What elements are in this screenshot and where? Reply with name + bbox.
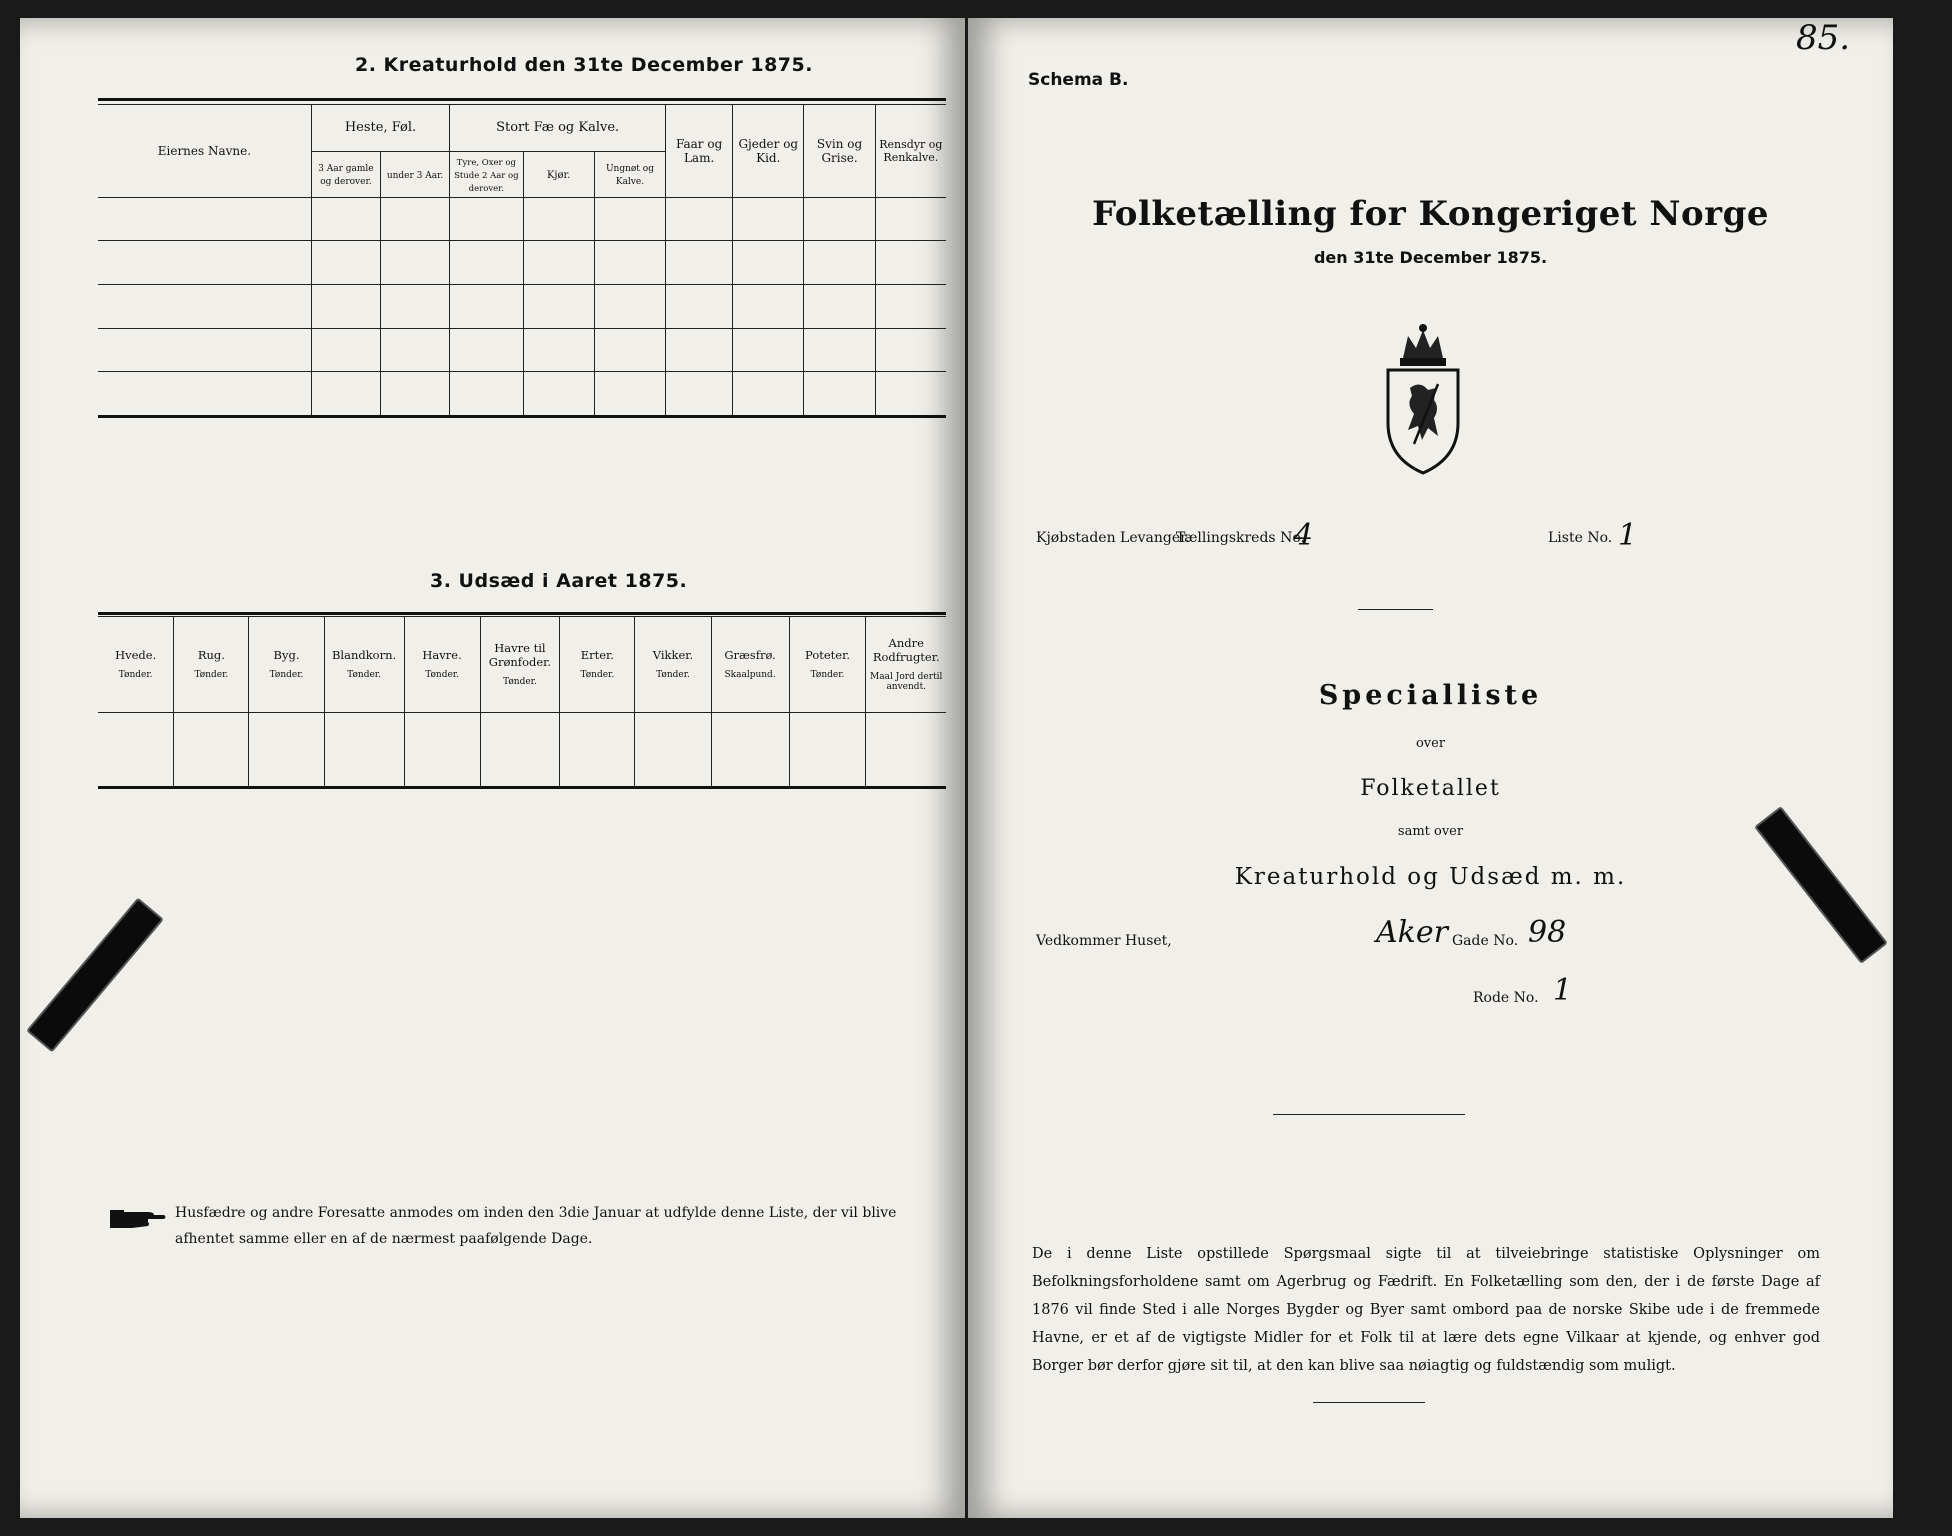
udsaed-cell (249, 712, 324, 787)
udsaed-col-header (480, 617, 560, 713)
udsaed-col-name: Hvede. (115, 648, 157, 663)
intro-paragraph: De i denne Liste opstillede Spørgsmaal sigte til at tilveiebringe statistiske Oplysninger om Befolkningsforholdene samt om Agerbrug og Fædrift. En Folketælling som den, der i de første Dage af 1876 vil finde Sted i alle Norges Bygder og Byer samt ombord paa de norske Skibe ude i de fremmede Havne, er et af de vigtigste Midler for et Folk til at lære dets egne Vilkaar at kjende, og enhver god Borger bør derfor gjøre sit til, at den kan blive saa nøiagtig og fuldstændig som muligt. (1032, 1246, 1820, 1374)
rode-value: 1 (1553, 973, 1573, 1008)
udsaed-col-unit: Tønder. (656, 670, 690, 681)
udsaed-col-header (866, 617, 946, 713)
col-rensdyr-header: Rensdyr og Renkalve. (875, 105, 946, 198)
liste-value: 1 (1618, 518, 1638, 553)
section3-title: 3. Udsæd i Aaret 1875. (430, 570, 688, 592)
right-page (968, 18, 1893, 1518)
over-text: over (1415, 736, 1446, 751)
udsaed-col-name: Havre. (422, 648, 462, 663)
table-row (98, 328, 946, 372)
table-row (98, 197, 946, 241)
gade-label: Gade No. (1452, 933, 1519, 949)
udsaed-col-header (635, 617, 711, 713)
stort-sub1-header: Tyre, Oxer og Stude 2 Aar og derover. (450, 151, 523, 197)
table-bottom-rule (98, 415, 946, 418)
udsaed-col-unit: Tønder. (118, 670, 153, 681)
table-row (98, 284, 946, 328)
col-faar-header: Faar og Lam. (666, 105, 733, 198)
udsaed-cell (98, 712, 174, 787)
left-page (20, 18, 965, 1518)
group-heste-header: Heste, Føl. (311, 105, 449, 152)
udsaed-col-name: Græsfrø. (724, 648, 776, 663)
pointing-hand-icon (108, 1204, 168, 1234)
kreds-label: Tællingskreds No. (1176, 530, 1305, 546)
gade-handwritten: Aker (1376, 915, 1448, 950)
udsaed-top-rule (98, 612, 946, 615)
kjobstaden-label: Kjøbstaden Levanger. (1036, 530, 1190, 546)
heste-sub1-header: 3 Aar gamle og derover. (311, 151, 380, 197)
udsaed-col-name: Havre til Grønfoder. (488, 641, 552, 670)
udsaed-cell (324, 712, 404, 787)
udsaed-cell (174, 712, 249, 787)
udsaed-col-header (404, 617, 480, 713)
kreatur-line: Kreaturhold og Udsæd m. m. (1234, 864, 1627, 890)
kreaturhold-table (98, 104, 946, 416)
col-gjeder-header: Gjeder og Kid. (733, 105, 804, 198)
col-owner-header: Eiernes Navne. (98, 105, 311, 198)
kreds-value: 4 (1294, 518, 1314, 553)
stort-sub3-header: Ungnøt og Kalve. (594, 151, 665, 197)
divider-rule (1273, 1114, 1465, 1115)
vedkommer-label: Vedkommer Huset, (1036, 933, 1172, 949)
udsaed-col-unit: Tønder. (810, 670, 845, 681)
udsaed-cell (866, 712, 946, 787)
divider-rule (1358, 609, 1433, 610)
udsaed-col-unit: Maal Jord dertil anvendt. (870, 672, 943, 693)
table-top-rule (98, 98, 946, 101)
udsaed-col-header (98, 617, 174, 713)
udsaed-col-name: Byg. (273, 648, 300, 663)
divider-rule (1313, 1402, 1425, 1403)
udsaed-cell (560, 712, 635, 787)
udsaed-header-row (98, 617, 946, 713)
udsaed-cell (711, 712, 789, 787)
udsaed-col-header (174, 617, 249, 713)
udsaed-col-unit: Tønder. (503, 677, 537, 688)
udsaed-col-header (249, 617, 324, 713)
rode-label: Rode No. (1473, 990, 1539, 1006)
udsaed-col-header (789, 617, 866, 713)
udsaed-col-unit: Tønder. (580, 670, 615, 681)
udsaed-col-unit: Tønder. (347, 670, 381, 681)
udsaed-col-unit: Tønder. (269, 670, 304, 681)
udsaed-col-unit: Skaalpund. (724, 670, 776, 681)
udsaed-table (98, 616, 946, 788)
samt-over-text: samt over (1397, 824, 1464, 839)
folketallet-text: Folketallet (1360, 776, 1501, 801)
table-row (98, 241, 946, 285)
udsaed-col-name: Blandkorn. (331, 648, 397, 663)
col-svin-header: Svin og Grise. (804, 105, 875, 198)
udsaed-col-header (711, 617, 789, 713)
heste-sub2-header: under 3 Aar. (380, 151, 449, 197)
udsaed-col-header (560, 617, 635, 713)
liste-label: Liste No. (1548, 530, 1613, 546)
udsaed-col-name: Rug. (197, 648, 225, 663)
bleed-through-text (20, 218, 35, 308)
page-title: Folketælling for Kongeriget Norge (1091, 194, 1769, 234)
page-subtitle: den 31te December 1875. (1313, 248, 1548, 267)
coat-of-arms-icon (1378, 318, 1468, 478)
udsaed-cell (480, 712, 560, 787)
udsaed-col-name: Andre Rodfrugter. (872, 636, 940, 665)
table-row (98, 372, 946, 416)
stort-sub2-header: Kjør. (523, 151, 594, 197)
section2-title: 2. Kreaturhold den 31te December 1875. (355, 54, 813, 76)
gade-no-value: 98 (1528, 915, 1567, 950)
udsaed-cell (404, 712, 480, 787)
page-number: 85. (1796, 18, 1851, 58)
udsaed-cell (789, 712, 866, 787)
udsaed-col-unit: Tønder. (425, 670, 459, 681)
udsaed-col-name: Erter. (580, 648, 614, 663)
group-stort-header: Stort Fæ og Kalve. (450, 105, 666, 152)
udsaed-col-unit: Tønder. (194, 670, 229, 681)
udsaed-col-header (324, 617, 404, 713)
table-row (98, 712, 946, 787)
notice-text: Husfædre og andre Foresatte anmodes om inden den 3die Januar at udfylde denne Liste, der vil blive afhentet samme eller en af de nærmest paafølgende Dage. (175, 1205, 897, 1247)
udsaed-bottom-rule (98, 786, 946, 789)
schema-label: Schema B. (1028, 70, 1129, 90)
udsaed-cell (635, 712, 711, 787)
special-title: Specialliste (1318, 680, 1543, 711)
udsaed-col-name: Poteter. (805, 648, 850, 663)
tab-marker-left (26, 897, 164, 1052)
udsaed-col-name: Vikker. (652, 648, 694, 663)
